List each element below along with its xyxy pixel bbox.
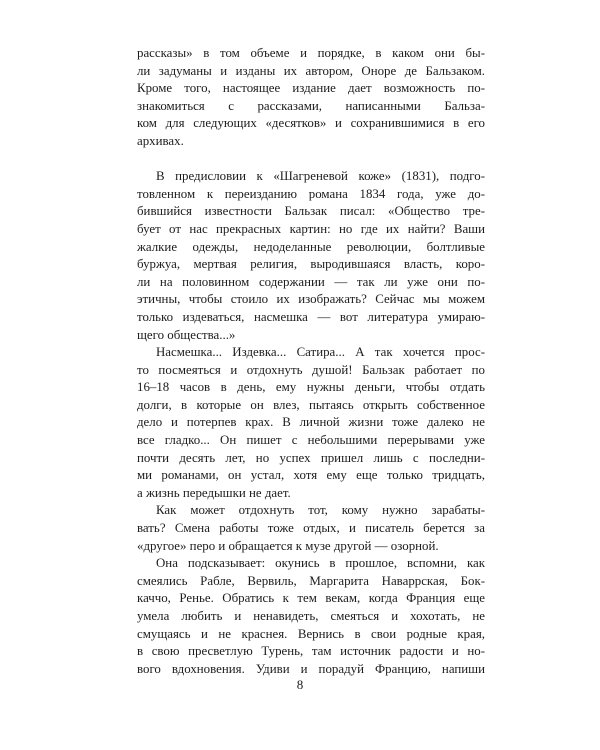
body-text bbox=[137, 45, 485, 678]
text-line: бившийся известности Бальзак писал: «Общество тре- bbox=[137, 204, 485, 219]
text-line: знакомиться с рассказами, написанными Бальза- bbox=[137, 98, 485, 113]
text-line: дело и потерпев крах. В личной жизни тоже далеко не bbox=[137, 415, 485, 430]
text-line: буржуа, мертвая религия, выродившаяся власть, коро- bbox=[137, 257, 485, 272]
text-line: умела любить и ненавидеть, смеяться и хохотать, не bbox=[137, 609, 485, 623]
text-line: а жизнь передышки не дает. bbox=[137, 485, 291, 500]
text-line: этичны, чтобы стоило их изображать? Сейчас мы можем bbox=[137, 292, 485, 307]
text-line: смущаясь и не краснея. Вернись в свои родные края, bbox=[137, 626, 485, 641]
text-line: в свою пресветлую Турень, там источник радости и но- bbox=[137, 644, 485, 659]
text-line: ли на половинном содержании — так ли уже они по- bbox=[137, 274, 485, 289]
text-line: Кроме того, настоящее издание дает возможность по- bbox=[137, 81, 485, 96]
text-line: только издеваться, насмешка — вот литература умираю- bbox=[137, 309, 485, 324]
text-line: ли задуманы и изданы их автором, Оноре де Бальзаком. bbox=[137, 63, 485, 78]
text-line: почти десять лет, но успех пришел лишь с последни- bbox=[137, 450, 485, 465]
text-line: бует от нас прекрасных картин: но где их найти? Ваши bbox=[137, 221, 485, 236]
text-line: жалкие одежды, недоделанные революции, болтливые bbox=[137, 239, 485, 254]
text-line: архивах. bbox=[137, 133, 184, 148]
paragraph-gap bbox=[137, 151, 485, 169]
text-line: ми романами, он устал, хотя ему еще только тридцать, bbox=[137, 468, 485, 483]
text-line: В предисловии к «Шагреневой коже» (1831), подго- bbox=[156, 169, 485, 184]
text-line: Она подсказывает: окунись в прошлое, вспомни, как bbox=[156, 556, 485, 571]
text-line: товленном к переизданию романа 1834 года, уже до- bbox=[137, 186, 485, 201]
text-line: Как может отдохнуть тот, кому нужно зарабаты- bbox=[156, 503, 485, 518]
text-line: ком для следующих «десятков» и сохранившимися в его bbox=[137, 116, 485, 131]
page-number: 8 bbox=[296, 677, 304, 692]
text-line: Насмешка... Издевка... Сатира... А так хочется прос- bbox=[156, 345, 485, 360]
text-line: долги, в которые он влез, пытаясь открыть собственное bbox=[137, 397, 485, 412]
text-line: вого вдохновения. Удиви и порадуй Францию, напиши bbox=[137, 661, 485, 676]
text-line: щего общества...» bbox=[137, 327, 236, 342]
text-line: 16–18 часов в день, ему нужны деньги, чтобы отдать bbox=[137, 380, 485, 395]
text-line: то посмеяться и отдохнуть душой! Бальзак работает по bbox=[137, 362, 485, 377]
text-line: каччо, Ренье. Обратись к тем векам, когда Франция еще bbox=[137, 591, 485, 606]
text-line: все гладко... Он пишет с небольшими перерывами уже bbox=[137, 433, 485, 448]
text-line: смеялись Рабле, Вервиль, Маргарита Наваррская, Бок- bbox=[137, 573, 485, 588]
text-line: рассказы» в том объеме и порядке, в каком они бы- bbox=[137, 46, 485, 60]
text-line: «другое» перо и обращается к музе другой — озорной. bbox=[137, 538, 439, 553]
text-line: вать? Смена работы тоже отдых, и писатель берется за bbox=[137, 521, 485, 536]
